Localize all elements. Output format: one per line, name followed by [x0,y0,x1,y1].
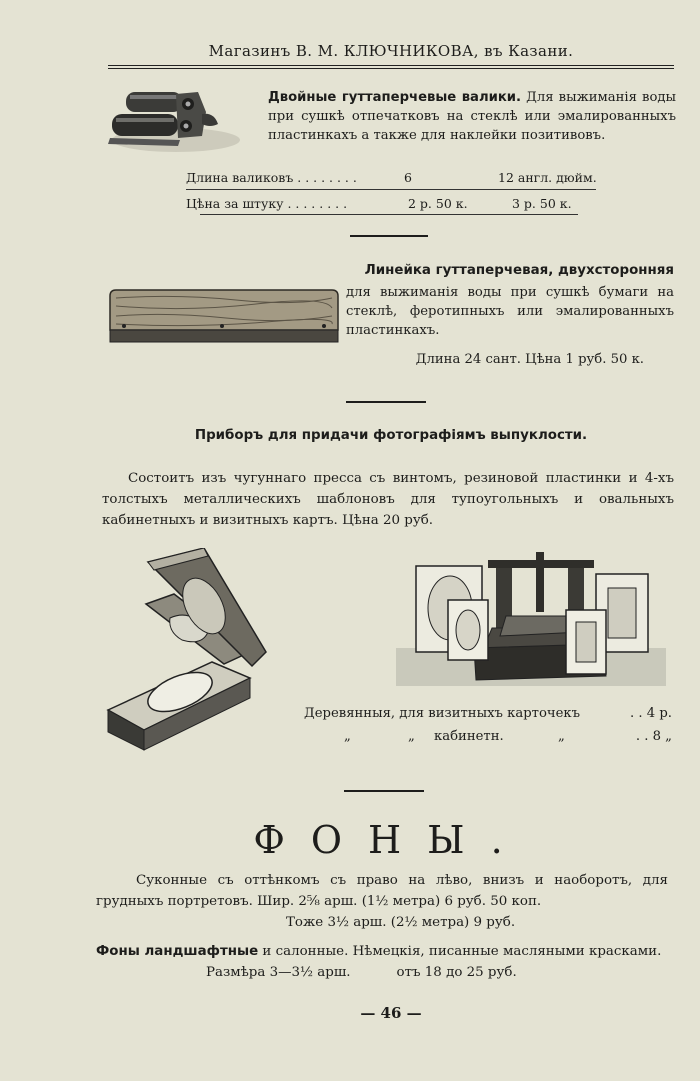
section-divider-1 [350,235,428,237]
wooden-cabinet-price: . . 8 „ [635,729,672,744]
backgrounds-title: ФОНЫ. [253,818,529,862]
rollers-description: Для выжиманія воды при сушкѣ отпечатковъ на стеклѣ или эмалированныхъ пластинкахъ а также для наклейки позитивовъ. [268,90,676,143]
press-description: Состоитъ изъ чугуннаго пресса съ винтомъ, резиновой пластинки и 4-хъ толстыхъ металлическихъ шаблоновъ для тупоугольныхъ и овальныхъ кабинетныхъ и визитныхъ картъ. Цѣна 20 руб. [102,471,674,528]
spec-rule-1 [186,189,596,190]
double-roller-illustration [106,84,244,162]
rollers-title: Двойные гуттаперчевые валики. [268,90,522,105]
rubber-squeegee-illustration [106,286,342,348]
rollers-description-block [268,88,676,145]
ditto-mark-3: „ [558,729,565,744]
rollers-length-value2: 12 англ. дюйм. [498,170,597,185]
rollers-length-label: Длина валиковъ . . . . . . . . [186,170,357,185]
backgrounds-line-3 [96,941,668,962]
section-divider-2 [346,401,426,403]
ruler-description: для выжиманія воды при сушкѣ бумаги на стеклѣ, феротипныхъ или эмалированныхъ пластинкахъ. [346,285,674,338]
rollers-price-value2: 3 р. 50 к. [512,196,572,211]
rollers-price-row [186,196,572,211]
rollers-price-value: 2 р. 50 к. [408,196,468,211]
ruler-title: Линейка гуттаперчевая, двухсторонняя [364,263,674,278]
rollers-length-row [186,170,597,185]
rollers-price-label: Цѣна за штуку . . . . . . . . [186,196,348,211]
header-rule [108,65,674,66]
press-title: Приборъ для придачи фотографіямъ выпуклости. [194,428,588,443]
spec-rule-2 [200,214,578,215]
screw-press-illustration [396,552,666,690]
wooden-visit-price: . . 4 р. [630,706,672,721]
landscape-backgrounds-text: и салонные. Нѣмецкія, писанные масляными красками. [258,944,662,959]
wooden-embossing-frame-illustration [104,548,268,754]
landscape-price: отъ 18 до 25 руб. [396,965,517,980]
ditto-mark-2: „ [408,729,415,744]
ruler-price: Длина 24 сант. Цѣна 1 руб. 50 к. [415,352,644,367]
running-header: Магазинъ В. М. КЛЮЧНИКОВА, въ Казани. [208,42,574,60]
header-rule-thin [108,68,674,69]
wooden-visit-label: Деревянныя, для визитныхъ карточекъ [304,706,581,721]
landscape-size: Размѣра 3—3½ арш. [206,965,351,980]
backgrounds-line-2: Тоже 3½ арш. (2½ метра) 9 руб. [286,915,516,930]
wooden-cabinet-label: кабинетн. [434,729,504,744]
section-divider-3 [344,790,424,792]
backgrounds-line-1: Суконные съ оттѣнкомъ съ право на лѣво, внизъ и наоборотъ, для грудныхъ портретовъ. Шир. 2⅝ арш. (1½ метра) 6 руб. 50 коп. [96,873,668,909]
landscape-backgrounds-label: Фоны ландшафтные [96,944,259,959]
ditto-mark-1: „ [344,729,351,744]
rollers-length-value: 6 [404,170,412,185]
wooden-visit-price-row [304,706,672,721]
page-number: — 46 — [360,1004,422,1022]
backgrounds-block [96,870,668,983]
backgrounds-line-4 [96,962,668,983]
